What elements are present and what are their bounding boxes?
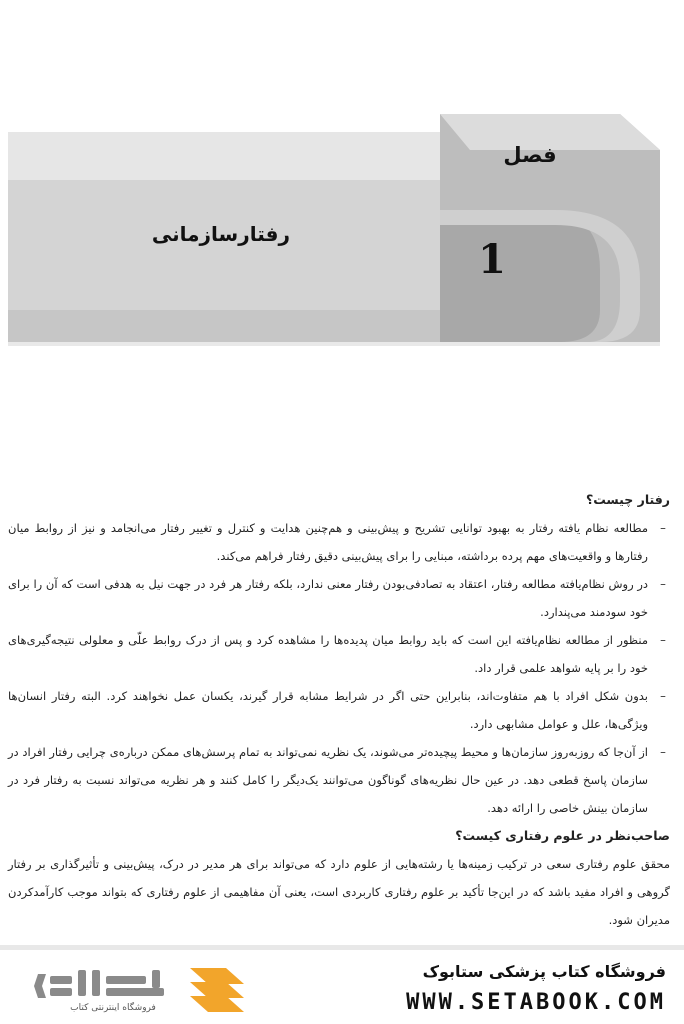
store-url[interactable]: WWW.SETABOOK.COM: [406, 990, 666, 1015]
bullet-text: در روش نظام‌یافته مطالعه رفتار، اعتقاد به تصادفی‌بودن رفتار معنی ندارد، بلکه رفتار هر فرد در جهت نیل به هدفی است که آن را برای خود سودمند می‌پندارد.: [8, 577, 648, 619]
dash-icon: –: [660, 577, 666, 591]
chapter-number: 1: [478, 236, 506, 283]
bullet-text: از آن‌جا که روزبه‌روز سازمان‌ها و محیط پیچیده‌تر می‌شوند، یک نظریه نمی‌تواند به تمام پرسش‌های ممکن درباره‌ی چرایی رفتار افراد در سازمان پاسخ قطعی دهد. در عین حال نظریه‌های گوناگون می‌توانند یک‌دیگر را کامل کنند و هر نظریه می‌تواند نسبت به رفتار فرد در سازمان بینش خاصی را ارائه دهد.: [8, 745, 648, 815]
bullet-item: [8, 738, 670, 822]
wordmark-icon: [34, 970, 164, 998]
dash-icon: –: [660, 633, 666, 647]
dash-icon: –: [660, 689, 666, 703]
section-heading: رفتار چیست؟: [585, 492, 670, 507]
bullet-item: [8, 570, 670, 626]
dash-icon: –: [660, 745, 666, 759]
section-paragraph: محقق علوم رفتاری سعی در ترکیب زمینه‌ها یا رشته‌هایی از علوم دارد که می‌تواند برای هر مدیر در درک، پیش‌بینی و تأثیرگذاری بر رفتار گروهی و افراد مفید باشد که در این‌جا تأکید بر علوم رفتاری کاربردی است، یعنی آن مفاهیمی از علوم رفتاری که بتواند موجب کارآمدکردن مدیران شود.: [8, 857, 670, 927]
bullet-text: منظور از مطالعه نظام‌یافته این است که باید روابط میان پدیده‌ها را مشاهده کرد و پس از درک روابط علّی و معلولی نتیجه‌گیری‌های خود را بر پایه شواهد علمی قرار داد.: [8, 633, 648, 675]
bullet-text: مطالعه نظام یافته رفتار به بهبود توانایی تشریح و پیش‌بینی و هم‌چنین هدایت و کنترل و تغییر رفتار می‌انجامد و نیز از روابط میان رفتارها و واقعیت‌های مهم پرده برداشته، مبنایی را برای پیش‌بینی دقیق رفتار فراهم می‌کند.: [8, 521, 648, 563]
chapter-content: [8, 486, 670, 934]
store-name: فروشگاه کتاب پزشکی ستابوک: [422, 962, 666, 981]
banner-graphic: [0, 110, 684, 350]
chapter-banner: [0, 110, 684, 350]
chapter-label: فصل: [503, 143, 557, 167]
dash-icon: –: [660, 521, 666, 535]
bullet-item: [8, 514, 670, 570]
logo-caption: فروشگاه اینترنتی کتاب: [70, 1003, 156, 1013]
chevron-icon: [190, 968, 244, 1012]
bullet-text: بدون شکل افراد با هم متفاوت‌اند، بنابراین حتی اگر در شرایط مشابه قرار گیرند، یکسان عمل نخواهند کرد. البته رفتار انسان‌ها ویژگی‌ها، علل و عوامل مشابهی دارد.: [8, 689, 648, 731]
bullet-item: [8, 626, 670, 682]
bullet-item: [8, 682, 670, 738]
chapter-title: رفتارسازمانی: [151, 222, 290, 246]
section-heading: صاحب‌نظر در علوم رفتاری کیست؟: [455, 828, 670, 843]
